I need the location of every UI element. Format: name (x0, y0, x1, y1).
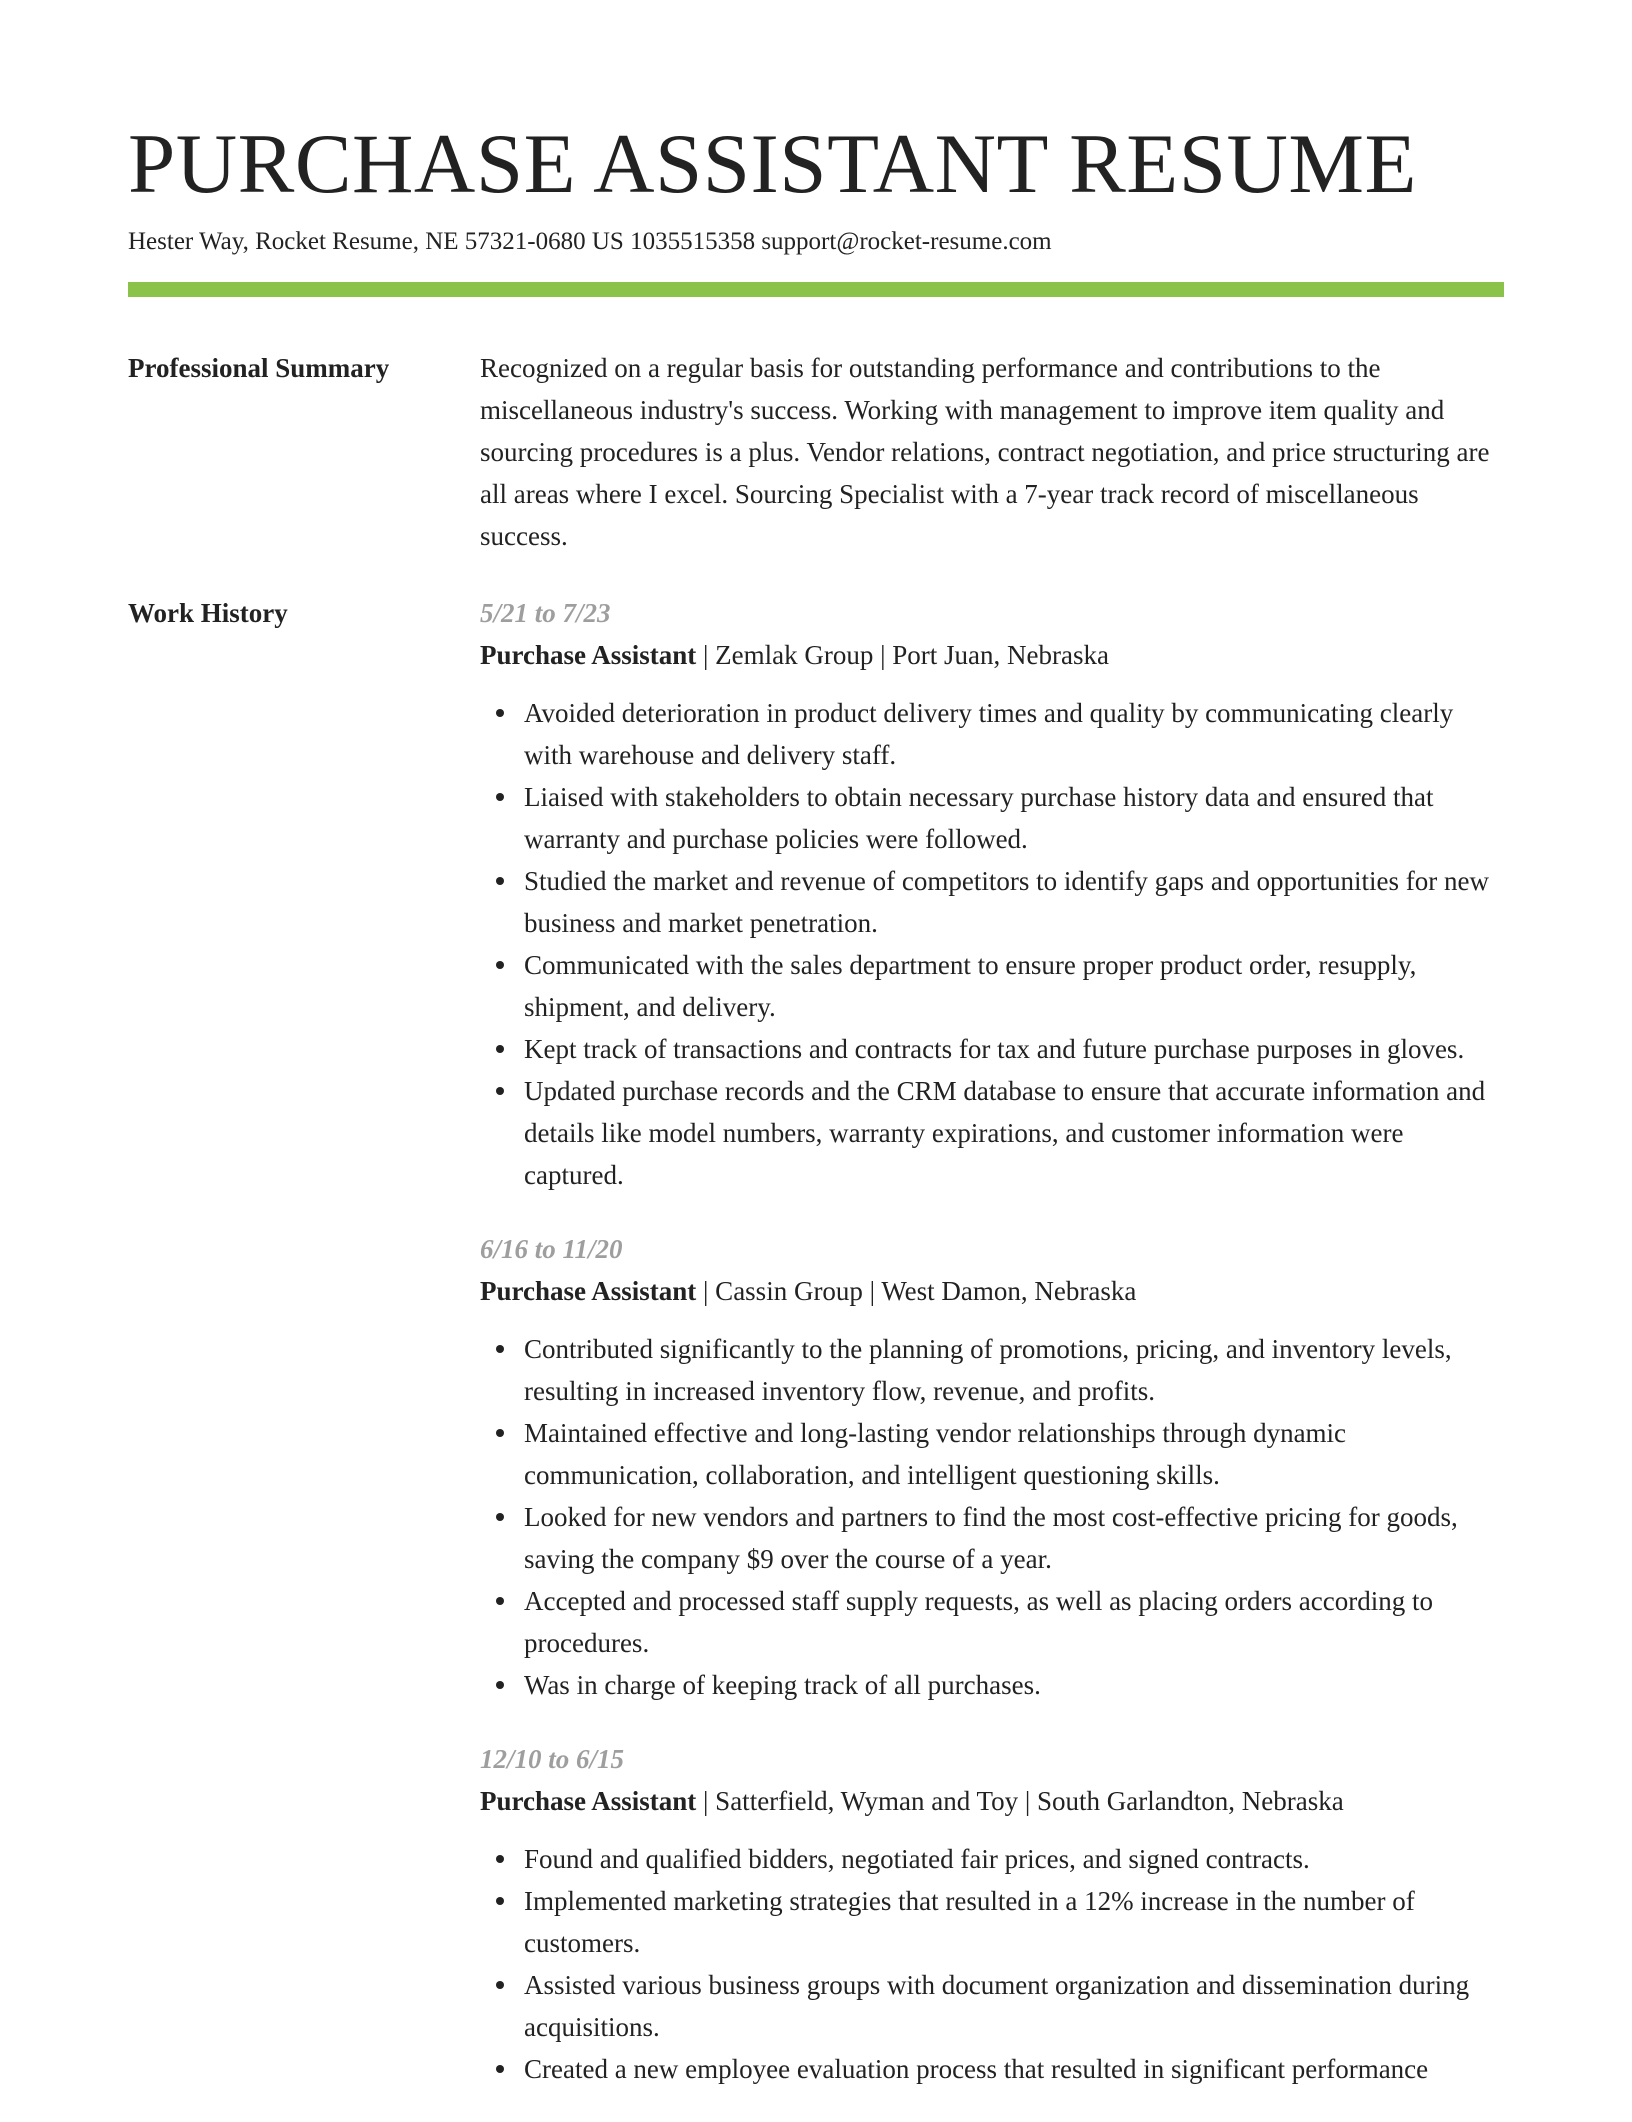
job-dates: 6/16 to 11/20 (480, 1234, 623, 1264)
job-bullet-list (480, 1838, 1504, 2090)
job-bullet: Assisted various business groups with document organization and dissemination during acquisitions. (524, 1964, 1504, 2048)
job-bullet: Implemented marketing strategies that resulted in a 12% increase in the number of customers. (524, 1880, 1504, 1964)
job-dates: 5/21 to 7/23 (480, 598, 611, 628)
job-title: Purchase Assistant (480, 640, 697, 670)
job-heading (480, 634, 1504, 676)
job-bullet: Liaised with stakeholders to obtain necessary purchase history data and ensured that warranty and purchase policies were followed. (524, 776, 1504, 860)
job-title: Purchase Assistant (480, 1276, 697, 1306)
job-bullet: Updated purchase records and the CRM database to ensure that accurate information and details like model numbers, warranty expirations, and customer information were captured. (524, 1070, 1504, 1196)
job-bullet: Accepted and processed staff supply requests, as well as placing orders according to procedures. (524, 1580, 1504, 1664)
work-history-section (128, 592, 1504, 2122)
summary-section (128, 347, 1504, 557)
section-label-work-history: Work History (128, 598, 288, 628)
job-entry (480, 1228, 1504, 1706)
work-history-body (480, 592, 1504, 2122)
contact-line: Hester Way, Rocket Resume, NE 57321-0680 US 1035515358 support@rocket-resume.com (128, 227, 1052, 255)
job-bullet: Found and qualified bidders, negotiated fair prices, and signed contracts. (524, 1838, 1504, 1880)
job-bullet: Communicated with the sales department to ensure proper product order, resupply, shipment, and delivery. (524, 944, 1504, 1028)
job-bullet: Studied the market and revenue of competitors to identify gaps and opportunities for new business and market penetration. (524, 860, 1504, 944)
job-bullet: Kept track of transactions and contracts for tax and future purchase purposes in gloves. (524, 1028, 1504, 1070)
section-label-summary: Professional Summary (128, 353, 390, 383)
job-bullet: Was in charge of keeping track of all purchases. (524, 1664, 1504, 1706)
header-divider (128, 282, 1504, 297)
job-details: | Satterfield, Wyman and Toy | South Garlandton, Nebraska (696, 1786, 1344, 1816)
job-bullet: Contributed significantly to the planning of promotions, pricing, and inventory levels, resulting in increased inventory flow, revenue, and profits. (524, 1328, 1504, 1412)
job-entry (480, 1738, 1504, 2090)
job-bullet-list (480, 692, 1504, 1196)
resume-title: PURCHASE ASSISTANT RESUME (128, 117, 1417, 211)
job-bullet: Looked for new vendors and partners to find the most cost-effective pricing for goods, saving the company $9 over the course of a year. (524, 1496, 1504, 1580)
job-heading (480, 1270, 1504, 1312)
job-heading (480, 1780, 1504, 1822)
summary-body (480, 347, 1504, 557)
job-details: | Zemlak Group | Port Juan, Nebraska (696, 640, 1109, 670)
summary-text: Recognized on a regular basis for outstanding performance and contributions to the miscellaneous industry's success. Working with management to improve item quality and sourcing procedures is a plus. Vendor relations, contract negotiation, and price structuring are all areas where I excel. Sourcing Specialist with a 7-year track record of miscellaneous success. (480, 353, 1490, 551)
job-dates: 12/10 to 6/15 (480, 1744, 625, 1774)
job-entry (480, 592, 1504, 1196)
job-details: | Cassin Group | West Damon, Nebraska (696, 1276, 1137, 1306)
job-bullet: Avoided deterioration in product delivery times and quality by communicating clearly with warehouse and delivery staff. (524, 692, 1504, 776)
resume-page (128, 0, 1504, 2122)
job-title: Purchase Assistant (480, 1786, 697, 1816)
job-bullet: Created a new employee evaluation process that resulted in significant performance (524, 2048, 1504, 2090)
job-bullet-list (480, 1328, 1504, 1706)
job-bullet: Maintained effective and long-lasting vendor relationships through dynamic communication, collaboration, and intelligent questioning skills. (524, 1412, 1504, 1496)
